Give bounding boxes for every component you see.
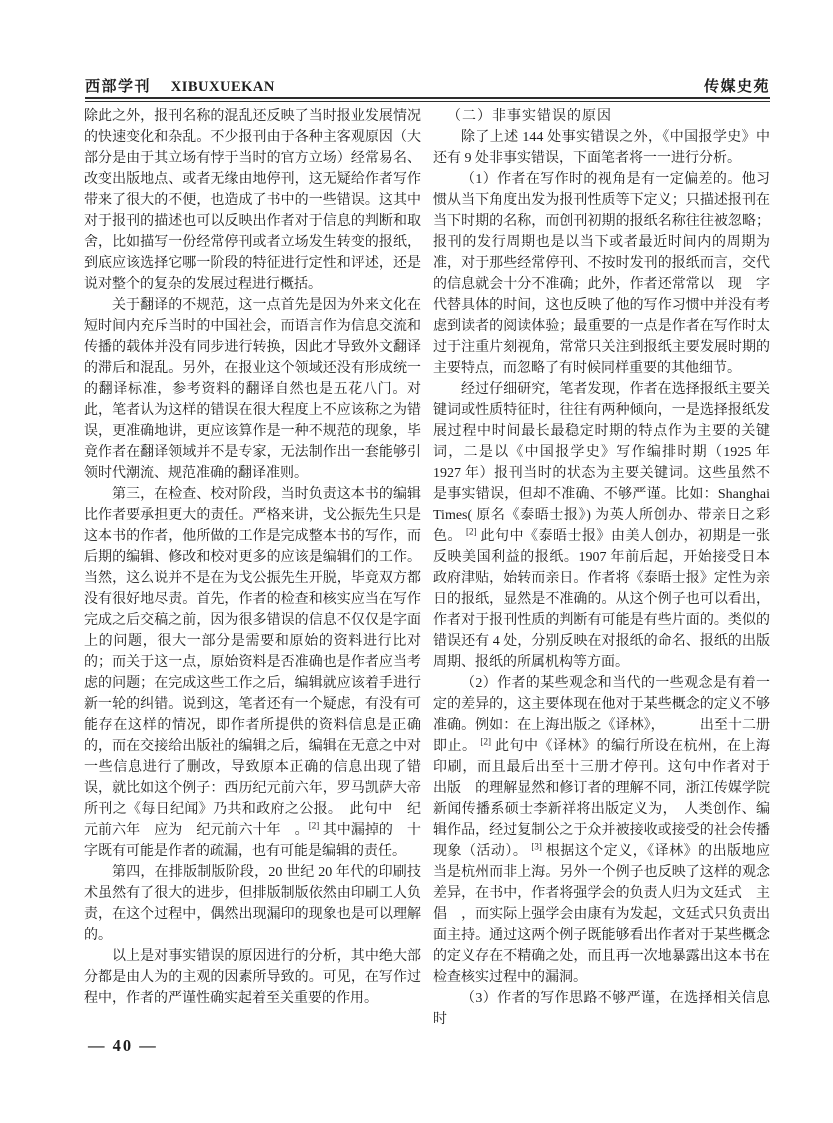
footnote-ref: [2] <box>480 736 491 747</box>
body-paragraph: 关于翻译的不规范，这一点首先是因为外来文化在短时间内充斥当时的中国社会，而语言作为信息交流和传播的载体并没有同步进行转换，因此才导致外文翻译的滞后和混乱。另外，在报业这个领域还没有形成统一的翻译标准，参考资料的翻译自然也是五花八门。对此，笔者认为这样的错误在很大程度上不应该称之为错误，更准确地讲，更应该算作是一种不规范的现象，毕竟作者在翻译领域并不是专家，无法制作出一套能够引领时代潮流、规范准确的翻译准则。 <box>84 298 421 481</box>
journal-title-group <box>85 75 275 96</box>
article-body <box>84 106 784 1030</box>
body-paragraph: 除了上述 144 处事实错误之外，《中国报学史》中还有 9 处非事实错误，下面笔者将一一进行分析。 <box>433 130 770 166</box>
footnote-ref: [2] <box>466 526 477 537</box>
body-paragraph: 第四，在排版制版阶段，20 世纪 20 年代的印刷技术虽然有了很大的进步，但排版制版依然由印刷工人负责，在这个过程中，偶然出现漏印的现象也是可以理解的。 <box>84 865 421 943</box>
page-header <box>85 75 770 96</box>
body-paragraph: 第三，在检查、校对阶段，当时负责这本书的编辑比作者要承担更大的责任。严格来讲，戈公振先生只是这本书的作者，他所做的工作是完成整本书的写作，而后期的编辑、修改和校对更多的应该是编辑们的工作。当然，这么说并不是在为戈公振先生开脱，毕竟双方都没有很好地尽责。首先，作者的检查和核实应当在写作完成之后交稿之前，因为很多错误的信息不仅仅是字面上的问题，很大一部分是需要和原始的资料进行比对的；而关于这一点，原始资料是否准确也是作者应当考虑的问题；在完成这些工作之后，编辑就应该着手进行新一轮的纠错。说到这，笔者还有一个疑虑，有没有可能存在这样的情况，即作者所提供的资料信息是正确的，而在交接给出版社的编辑之后，编辑在无意之中对一些信息进行了删改，导致原本正确的信息出现了错误，就比如这个例子：西历纪元前六年，罗马凯萨大帝所刊之《每日纪闻》乃共和政府之公报。 此句中 纪元前六年 应为 纪元前六十年 。[2] 其中漏掉的 十 字既有可能是作者的疏漏，也有可能是编辑的责任。 <box>84 487 436 859</box>
body-paragraph: 除此之外，报刊名称的混乱还反映了当时报业发展情况的快速变化和杂乱。不少报刊由于各种主客观原因（大部分是由于其立场有悖于当时的官方立场）经常易名、改变出版地点、或者无缘由地停刊，这无疑给作者写作带来了很大的不便，也造成了书中的一些错误。这其中对于报刊的描述也可以反映出作者对于信息的判断和取舍，比如描写一份经常停刊或者立场发生转变的报纸，到底应该选择它哪一阶段的特征进行定性和评述，还是说对整个的复杂的发展过程进行概括。 <box>84 109 421 292</box>
page-number: — 40 — <box>88 1036 158 1055</box>
body-paragraph: 以上是对事实错误的原因进行的分析，其中绝大部分都是由人为的主观的因素所导致的。可见，在写作过程中，作者的严谨性确实起着至关重要的作用。 <box>84 949 421 1006</box>
left-column <box>84 106 436 1030</box>
journal-name-en: XIBUXUEKAN <box>170 79 275 95</box>
header-divider-rule <box>85 97 770 102</box>
body-paragraph: （1）作者在写作时的视角是有一定偏差的。他习惯从当下角度出发为报刊性质等下定义；只描述报刊在当下时期的名称，而创刊初期的报纸名称往往被忽略；报刊的发行周期也是以当下或者最近时间内的周期为准，对于那些经常停刊、不按时发刊的报纸而言，交代的信息就会十分不准确；此外，作者还常常以 现 字代替具体的时间，这也反映了他的写作习惯中并没有考虑到读者的阅读体验；最重要的一点是作者在写作时太过于注重片刻视角，常常只关注到报纸主要发展时期的主要特点，而忽略了有时候同样重要的其他细节。 <box>433 172 770 376</box>
footnote-ref: [3] <box>531 841 542 852</box>
right-column <box>433 106 784 1030</box>
footnote-ref: [2] <box>308 820 320 831</box>
subsection-heading: （二）非事实错误的原因 <box>447 109 612 124</box>
section-title: 传媒史苑 <box>703 79 770 95</box>
body-paragraph: （3）作者的写作思路不够严谨，在选择相关信息时 <box>433 991 770 1027</box>
body-paragraph: （2）作者的某些观念和当代的一些观念是有着一定的差异的，这主要体现在他对于某些概念的定义不够准确。例如：在上海出版之《译林》， 出至十二册即止。 [2] 此句中《译林》的编行所设在杭州，在上海印刷，而且最后出至十三册才停刊。这句中作者对于 出版 的理解显然和修订者的理解不同，浙江传媒学院新闻传播系硕士李新祥将出版定义为， 人类创作、编辑作品，经过复制公之于众并被接收或接受的社会传播现象（活动）。 [3] 根据这个定义，《译林》的出版地应当是杭州而非上海。另外一个例子也反映了这样的观念差异，在书中，作者将强学会的负责人归为文廷式 主倡 ，而实际上强学会由康有为发起，文廷式只负责出面主持。通过这两个例子既能够看出作者对于某些概念的定义存在不精确之处，而且再一次地暴露出这本书在检查核实过程中的漏洞。 <box>433 676 784 985</box>
journal-name-cn: 西部学刊 <box>85 79 152 95</box>
body-paragraph: 经过仔细研究，笔者发现，作者在选择报纸主要关键词或性质特征时，往往有两种倾向，一是选择报纸发展过程中时间最长最稳定时期的特点作为主要的关键词，二是以《中国报学史》写作编排时期（1925 年 1927 年）报刊当时的状态为主要关键词。这些虽然不是事实错误，但却不准确、不够严谨。比如：Shanghai Times( 原名《泰晤士报》) 为英人所创办、带亲日之彩色。 [2] 此句中《泰晤士报》由美人创办，初期是一张反映美国利益的报纸。1907 年前后起，开始接受日本政府津贴，始转而亲日。作者将《泰晤士报》定性为亲日的报纸，显然是不准确的。从这个例子也可以看出，作者对于报刊性质的判断有可能是有些片面的。类似的错误还有 4 处，分别反映在对报纸的命名、报纸的出版周期、报纸的所属机构等方面。 <box>433 382 784 670</box>
